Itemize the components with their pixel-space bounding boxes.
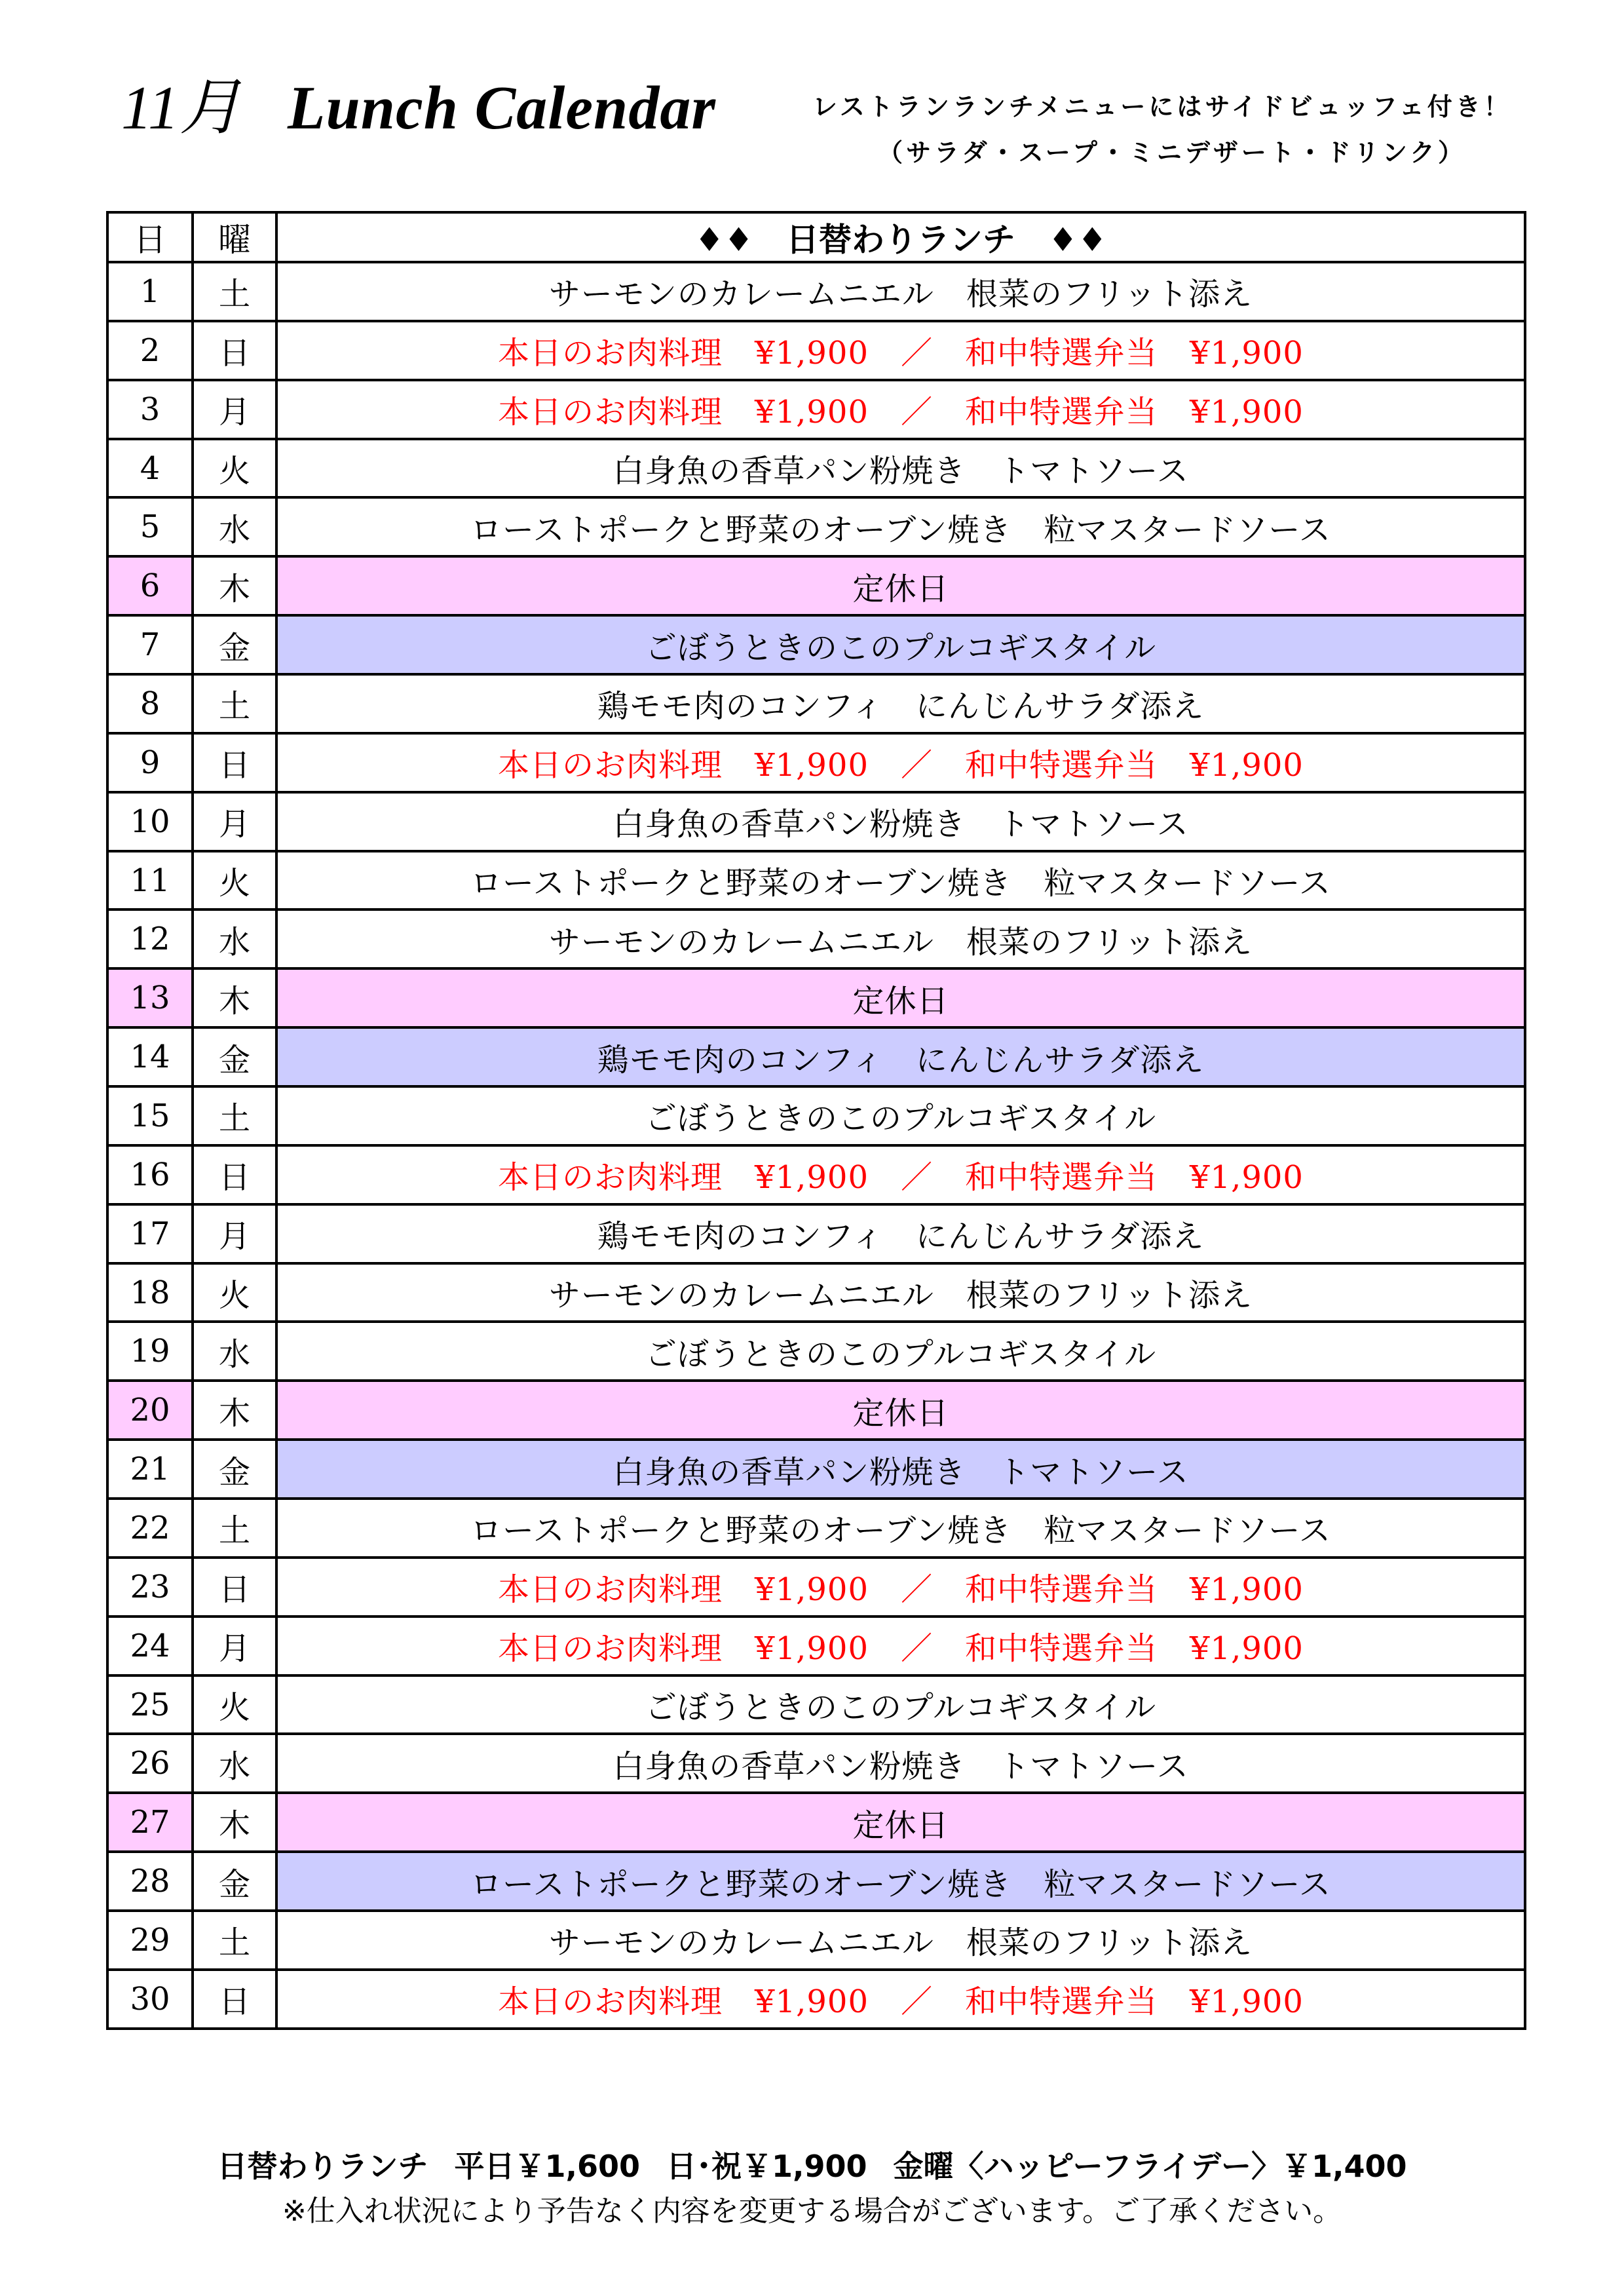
- day-cell: 30: [107, 1970, 193, 2029]
- table-row: [107, 1675, 1525, 1734]
- table-row: [107, 1204, 1525, 1263]
- weekday-cell: 土: [193, 1086, 276, 1145]
- table-row: [107, 1263, 1525, 1322]
- day-cell: 3: [107, 380, 193, 439]
- menu-cell: ローストポークと野菜のオーブン焼き 粒マスタードソース: [276, 1852, 1525, 1911]
- day-cell: 15: [107, 1086, 193, 1145]
- day-cell: 9: [107, 733, 193, 792]
- day-cell: 7: [107, 615, 193, 674]
- disclaimer: ※仕入れ状況により予告なく内容を変更する場合がございます。ご了承ください。: [282, 2194, 1342, 2228]
- table-row: [107, 615, 1525, 674]
- weekday-cell: 土: [193, 1499, 276, 1558]
- weekday-cell: 水: [193, 909, 276, 968]
- day-cell: 1: [107, 262, 193, 321]
- day-cell: 16: [107, 1145, 193, 1204]
- day-cell: 6: [107, 556, 193, 615]
- weekday-cell: 木: [193, 556, 276, 615]
- table-row: [107, 909, 1525, 968]
- weekday-cell: 日: [193, 1970, 276, 2029]
- day-cell: 20: [107, 1381, 193, 1440]
- day-cell: 13: [107, 968, 193, 1027]
- table-row: [107, 1086, 1525, 1145]
- weekday-cell: 金: [193, 1440, 276, 1499]
- menu-cell: ローストポークと野菜のオーブン焼き 粒マスタードソース: [276, 497, 1525, 556]
- day-cell: 25: [107, 1675, 193, 1734]
- weekday-cell: 土: [193, 262, 276, 321]
- menu-cell: ごぼうときのこのプルコギスタイル: [276, 1322, 1525, 1381]
- menu-cell: 定休日: [276, 1381, 1525, 1440]
- day-cell: 11: [107, 851, 193, 910]
- day-cell: 2: [107, 321, 193, 380]
- day-cell: 19: [107, 1322, 193, 1381]
- day-cell: 21: [107, 1440, 193, 1499]
- weekday-cell: 火: [193, 851, 276, 910]
- day-cell: 22: [107, 1499, 193, 1558]
- weekday-cell: 日: [193, 321, 276, 380]
- column-header-menu: ♦♦ 日替わりランチ ♦♦: [276, 212, 1525, 262]
- table-row: [107, 733, 1525, 792]
- menu-cell: ローストポークと野菜のオーブン焼き 粒マスタードソース: [276, 851, 1525, 910]
- menu-cell: 本日のお肉料理 ¥1,900 ／ 和中特選弁当 ¥1,900: [276, 1558, 1525, 1617]
- table-row: [107, 792, 1525, 851]
- menu-cell: ローストポークと野菜のオーブン焼き 粒マスタードソース: [276, 1499, 1525, 1558]
- table-row: [107, 1440, 1525, 1499]
- weekday-cell: 月: [193, 1204, 276, 1263]
- table-row: [107, 1852, 1525, 1911]
- weekday-cell: 土: [193, 674, 276, 733]
- day-cell: 4: [107, 439, 193, 498]
- menu-cell: 白身魚の香草パン粉焼き トマトソース: [276, 792, 1525, 851]
- table-row: [107, 556, 1525, 615]
- title-month: 11月: [121, 74, 242, 142]
- menu-cell: 鶏モモ肉のコンフィ にんじんサラダ添え: [276, 1027, 1525, 1086]
- menu-cell: 定休日: [276, 556, 1525, 615]
- menu-cell: 鶏モモ肉のコンフィ にんじんサラダ添え: [276, 1204, 1525, 1263]
- menu-cell: 白身魚の香草パン粉焼き トマトソース: [276, 1440, 1525, 1499]
- weekday-cell: 土: [193, 1911, 276, 1970]
- day-cell: 17: [107, 1204, 193, 1263]
- weekday-cell: 火: [193, 1263, 276, 1322]
- menu-cell: サーモンのカレームニエル 根菜のフリット添え: [276, 1263, 1525, 1322]
- table-row: [107, 1970, 1525, 2029]
- table-row: [107, 1911, 1525, 1970]
- table-row: [107, 1381, 1525, 1440]
- weekday-cell: 日: [193, 733, 276, 792]
- table-row: [107, 1734, 1525, 1793]
- weekday-cell: 日: [193, 1145, 276, 1204]
- table-row: [107, 321, 1525, 380]
- menu-cell: 鶏モモ肉のコンフィ にんじんサラダ添え: [276, 674, 1525, 733]
- weekday-cell: 木: [193, 1381, 276, 1440]
- price-summary: [0, 2143, 1624, 2186]
- day-cell: 23: [107, 1558, 193, 1617]
- menu-cell: 本日のお肉料理 ¥1,900 ／ 和中特選弁当 ¥1,900: [276, 1617, 1525, 1675]
- menu-cell: サーモンのカレームニエル 根菜のフリット添え: [276, 1911, 1525, 1970]
- table-row: [107, 968, 1525, 1027]
- menu-cell: 定休日: [276, 968, 1525, 1027]
- menu-cell: 本日のお肉料理 ¥1,900 ／ 和中特選弁当 ¥1,900: [276, 1145, 1525, 1204]
- buffet-note-line1: レストランランチメニューにはサイドビュッフェ付き！: [812, 92, 1512, 121]
- price-holiday: 日･祝￥1,900: [666, 2149, 867, 2184]
- day-cell: 26: [107, 1734, 193, 1793]
- menu-cell: サーモンのカレームニエル 根菜のフリット添え: [276, 909, 1525, 968]
- weekday-cell: 水: [193, 1734, 276, 1793]
- weekday-cell: 木: [193, 968, 276, 1027]
- menu-cell: 本日のお肉料理 ¥1,900 ／ 和中特選弁当 ¥1,900: [276, 733, 1525, 792]
- day-cell: 12: [107, 909, 193, 968]
- weekday-cell: 月: [193, 792, 276, 851]
- table-row: [107, 674, 1525, 733]
- day-cell: 24: [107, 1617, 193, 1675]
- menu-cell: ごぼうときのこのプルコギスタイル: [276, 1086, 1525, 1145]
- table-row: [107, 1027, 1525, 1086]
- weekday-cell: 水: [193, 497, 276, 556]
- weekday-cell: 木: [193, 1793, 276, 1852]
- menu-cell: 白身魚の香草パン粉焼き トマトソース: [276, 1734, 1525, 1793]
- weekday-cell: 月: [193, 380, 276, 439]
- day-cell: 29: [107, 1911, 193, 1970]
- price-weekday: 平日￥1,600: [454, 2149, 640, 2184]
- weekday-cell: 月: [193, 1617, 276, 1675]
- table-row: [107, 1322, 1525, 1381]
- day-cell: 8: [107, 674, 193, 733]
- column-header-day: 日: [107, 212, 193, 262]
- weekday-cell: 水: [193, 1322, 276, 1381]
- day-cell: 28: [107, 1852, 193, 1911]
- day-cell: 27: [107, 1793, 193, 1852]
- weekday-cell: 金: [193, 1027, 276, 1086]
- page-title: [121, 74, 716, 142]
- price-friday: 金曜〈ハッピーフライデー〉￥1,400: [893, 2149, 1407, 2184]
- menu-cell: 白身魚の香草パン粉焼き トマトソース: [276, 439, 1525, 498]
- day-cell: 5: [107, 497, 193, 556]
- price-label: 日替わりランチ: [217, 2149, 428, 2184]
- table-row: [107, 497, 1525, 556]
- table-row: [107, 1145, 1525, 1204]
- weekday-cell: 金: [193, 1852, 276, 1911]
- menu-cell: 本日のお肉料理 ¥1,900 ／ 和中特選弁当 ¥1,900: [276, 321, 1525, 380]
- table-row: [107, 1499, 1525, 1558]
- menu-cell: 本日のお肉料理 ¥1,900 ／ 和中特選弁当 ¥1,900: [276, 1970, 1525, 2029]
- table-row: [107, 851, 1525, 910]
- title-text: Lunch Calendar: [288, 74, 716, 142]
- table-row: [107, 380, 1525, 439]
- lunch-calendar-table: [106, 211, 1526, 2030]
- buffet-note-line2: （サラダ・スープ・ミニデザート・ドリンク）: [878, 138, 1467, 167]
- table-row: [107, 262, 1525, 321]
- table-header-row: [107, 212, 1525, 262]
- menu-cell: 本日のお肉料理 ¥1,900 ／ 和中特選弁当 ¥1,900: [276, 380, 1525, 439]
- weekday-cell: 金: [193, 615, 276, 674]
- weekday-cell: 火: [193, 1675, 276, 1734]
- day-cell: 10: [107, 792, 193, 851]
- day-cell: 14: [107, 1027, 193, 1086]
- calendar-body: [107, 262, 1525, 2029]
- buffet-note: [812, 84, 1520, 176]
- column-header-weekday: 曜: [193, 212, 276, 262]
- table-row: [107, 1793, 1525, 1852]
- menu-cell: 定休日: [276, 1793, 1525, 1852]
- menu-cell: ごぼうときのこのプルコギスタイル: [276, 615, 1525, 674]
- menu-cell: ごぼうときのこのプルコギスタイル: [276, 1675, 1525, 1734]
- weekday-cell: 火: [193, 439, 276, 498]
- day-cell: 18: [107, 1263, 193, 1322]
- menu-cell: サーモンのカレームニエル 根菜のフリット添え: [276, 262, 1525, 321]
- table-row: [107, 1617, 1525, 1675]
- table-row: [107, 439, 1525, 498]
- table-row: [107, 1558, 1525, 1617]
- weekday-cell: 日: [193, 1558, 276, 1617]
